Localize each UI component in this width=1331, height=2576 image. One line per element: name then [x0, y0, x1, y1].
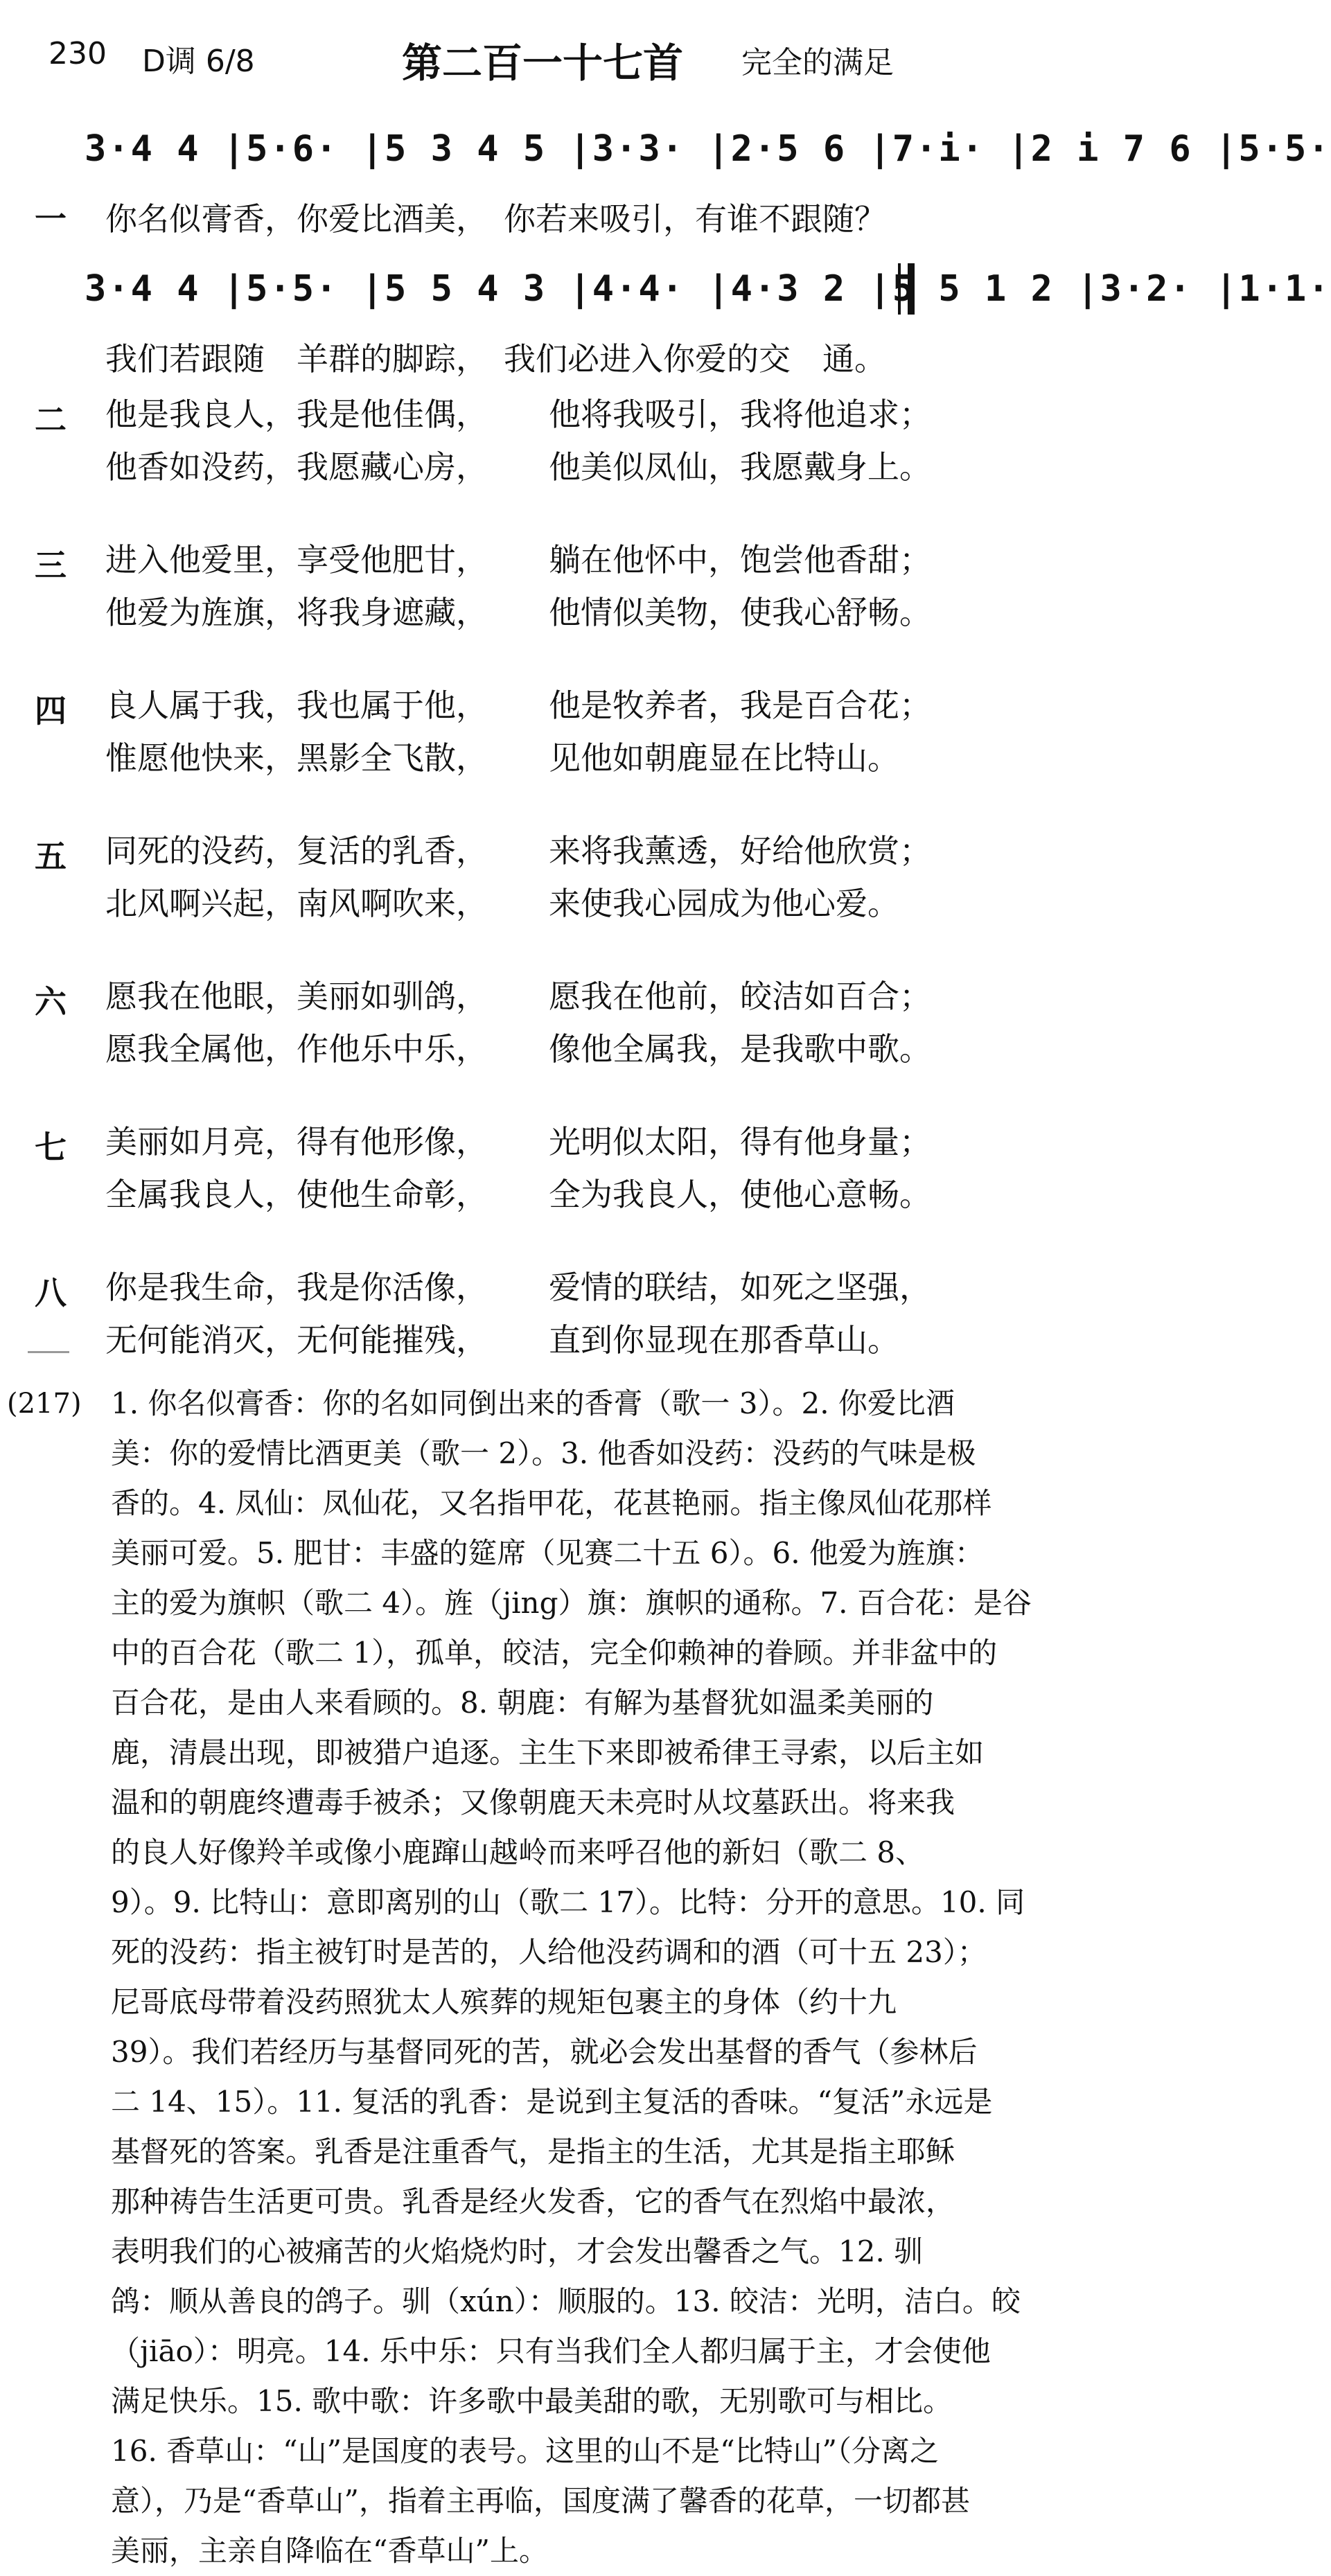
page-header — [28, 28, 928, 87]
verse-line-text: 他爱为旌旗，将我身遮藏， — [105, 594, 488, 631]
verse-line-text: 来使我心园成为他心爱。 — [549, 885, 899, 922]
footnote-tag: (217) — [7, 1388, 82, 1420]
verse-line-text: 来将我薰透，好给他欣赏； — [549, 832, 931, 870]
footnote-line: （jiāo）：明亮。14. 乐中乐：只有当我们全人都归属于主，才会使他 — [111, 2334, 991, 2368]
verse-line-text: 爱情的联结，如死之坚强， — [549, 1269, 931, 1306]
verse-line-text: 愿我在他前，皎洁如百合； — [549, 978, 931, 1015]
verse-line — [105, 1261, 931, 1314]
lyric-line-2 — [28, 327, 928, 391]
footnote-line: 意），乃是“香草山”，指着主再临，国度满了馨香的花草，一切都甚 — [111, 2484, 970, 2518]
footnotes — [7, 1379, 1032, 2576]
verse-line-text: 愿我全属他，作他乐中乐， — [105, 1030, 488, 1068]
verse-line — [105, 1023, 931, 1075]
hymn-subtitle: 完全的满足 — [741, 45, 894, 80]
verse — [28, 388, 931, 533]
footnote-line: 表明我们的心被痛苦的火焰烧灼时，才会发出馨香之气。12. 驯 — [111, 2234, 924, 2268]
footnote-line: 中的百合花（歌二 1），孤单，皎洁，完全仰赖神的眷顾。并非盆中的 — [111, 1636, 998, 1670]
section-divider — [28, 1351, 69, 1353]
verse — [28, 533, 931, 679]
verse-line — [105, 679, 931, 732]
verse-line-text: 他香如没药，我愿藏心房， — [105, 448, 488, 486]
verse-line-text: 无何能消灭，无何能摧残， — [105, 1321, 488, 1359]
footnote-line: 16. 香草山：“山”是国度的表号。这里的山不是“比特山”（分离之 — [111, 2434, 940, 2468]
verses — [28, 388, 931, 1406]
verse-line — [105, 441, 931, 493]
verse-line — [105, 1168, 931, 1221]
footnote-line: 39）。我们若经历与基督同死的苦，就必会发出基督的香气（参林后 — [111, 2035, 978, 2069]
verse-line-text: 北风啊兴起，南风啊吹来， — [105, 885, 488, 922]
footnote-line: 二 14、15）。11. 复活的乳香：是说到主复活的香味。“复活”永远是 — [111, 2085, 993, 2119]
verse-line-text: 惟愿他快来，黑影全飞散， — [105, 739, 488, 777]
verse-line-text: 同死的没药，复活的乳香， — [105, 832, 488, 870]
footnote-line: 那种祷告生活更可贵。乳香是经火发香，它的香气在烈焰中最浓， — [111, 2185, 955, 2218]
verse-number: 四 — [35, 692, 67, 730]
footnote-line: 美丽，主亲自降临在“香草山”上。 — [111, 2534, 548, 2568]
verse-line-text: 他情似美物，使我心舒畅。 — [549, 594, 931, 631]
verse-number: 三 — [35, 547, 67, 584]
verse-line-text: 像他全属我，是我歌中歌。 — [549, 1030, 931, 1068]
verse-number: 六 — [35, 983, 67, 1021]
verse — [28, 970, 931, 1115]
verse — [28, 1115, 931, 1261]
verse-number: 八 — [35, 1274, 67, 1312]
verse — [28, 824, 931, 970]
verse-line-text: 美丽如月亮，得有他形像， — [105, 1123, 488, 1161]
verse-line — [105, 388, 931, 441]
footnote-line: 的良人好像羚羊或像小鹿蹿山越岭而来呼召他的新妇（歌二 8、 — [111, 1835, 925, 1869]
lyric-text-1: 你名似膏香，你爱比酒美， 你若来吸引，有谁不跟随？ — [105, 200, 886, 238]
verse-line — [105, 970, 931, 1023]
footnote-line: 温和的朝鹿终遭毒手被杀；又像朝鹿天未亮时从坟墓跃出。将来我 — [111, 1785, 955, 1819]
verse-line-text: 见他如朝鹿显在比特山。 — [549, 739, 899, 777]
verse-line — [105, 586, 931, 639]
footnote-line: 9）。9. 比特山：意即离别的山（歌二 17）。比特：分开的意思。10. 同 — [111, 1885, 1025, 1919]
footnote-line: 主的爱为旗帜（歌二 4）。旌（jing）旗：旗帜的通称。7. 百合花：是谷 — [111, 1586, 1032, 1620]
music-score — [28, 111, 1331, 391]
verse-line — [105, 732, 899, 784]
verse-line-text: 直到你显现在那香草山。 — [549, 1321, 899, 1359]
verse-line-text: 进入他爱里，享受他肥甘， — [105, 541, 488, 579]
verse-number: 五 — [35, 838, 67, 875]
lyric-line-1 — [28, 187, 928, 251]
footnote-line: 满足快乐。15. 歌中歌：许多歌中最美甜的歌，无别歌可与相比。 — [111, 2384, 953, 2418]
verse — [28, 679, 931, 824]
footnote-line: 死的没药：指主被钉时是苦的，人给他没药调和的酒（可十五 23）； — [111, 1935, 987, 1969]
verse-line — [105, 824, 931, 877]
footnote-line: 鸽：顺从善良的鸽子。驯（xún）：顺服的。13. 皎洁：光明，洁白。皎 — [111, 2284, 1021, 2318]
page-number: 230 — [49, 36, 107, 71]
verse-line-text: 良人属于我，我也属于他， — [105, 687, 488, 724]
verse-line — [105, 1115, 931, 1168]
verse-line-text: 他将我吸引，我将他追求； — [549, 396, 931, 433]
verse-line-text: 你是我生命，我是你活像， — [105, 1269, 488, 1306]
verse-line — [105, 877, 899, 930]
verse-line-text: 他是我良人，我是他佳偶， — [105, 396, 488, 433]
notation-line-2 — [28, 251, 1331, 327]
verse-line-text: 全为我良人，使他心意畅。 — [549, 1176, 931, 1213]
verse-line — [105, 1314, 899, 1366]
verse-line-text: 全属我良人，使他生命彰， — [105, 1176, 488, 1213]
notation-text-2: 3·4 4 |5·5· |5 5 4 3 |4·4· |4·3 2 |5 5 1 2 |3·2· |1·1· — [85, 268, 1331, 310]
verse-number: 一 — [35, 200, 67, 238]
verse-line-text: 他美似凤仙，我愿戴身上。 — [549, 448, 931, 486]
verse-line — [105, 533, 931, 586]
footnote-line: 百合花，是由人来看顾的。8. 朝鹿：有解为基督犹如温柔美丽的 — [111, 1686, 934, 1720]
footnote-line: 美：你的爱情比酒更美（歌一 2）。3. 他香如没药：没药的气味是极 — [111, 1436, 976, 1470]
notation-text-1: 3·4 4 |5·6· |5 3 4 5 |3·3· |2·5 6 |7·i· |2 i 7 6 |5·5· — [85, 128, 1331, 170]
verse-number: 二 — [35, 401, 67, 439]
verse-line-text: 愿我在他眼，美丽如驯鸽， — [105, 978, 488, 1015]
verse-line-text: 他是牧养者，我是百合花； — [549, 687, 931, 724]
footnote-line: 香的。4. 凤仙：凤仙花，又名指甲花，花甚艳丽。指主像凤仙花那样 — [111, 1486, 992, 1520]
lyric-text-2: 我们若跟随 羊群的脚踪， 我们必进入你爱的交 通。 — [105, 340, 886, 378]
key-signature: D调 6/8 — [142, 44, 255, 79]
hymn-title: 第二百一十七首 — [402, 39, 684, 87]
final-barline — [898, 263, 915, 315]
verse-number: 七 — [35, 1129, 67, 1166]
footnote-line: 尼哥底母带着没药照犹太人殡葬的规矩包裹主的身体（约十九 — [111, 1985, 897, 2019]
verse-line-text: 躺在他怀中，饱尝他香甜； — [549, 541, 931, 579]
footnote-line: 1. 你名似膏香：你的名如同倒出来的香膏（歌一 3）。2. 你爱比酒 — [111, 1386, 955, 1420]
footnote-line: 基督死的答案。乳香是注重香气，是指主的生活，尤其是指主耶稣 — [111, 2135, 955, 2169]
verse-line-text: 光明似太阳，得有他身量； — [549, 1123, 931, 1161]
footnote-line: 鹿，清晨出现，即被猎户追逐。主生下来即被希律王寻索，以后主如 — [111, 1736, 985, 1770]
footnote-line: 美丽可爱。5. 肥甘：丰盛的筵席（见赛二十五 6）。6. 他爱为旌旗： — [111, 1536, 984, 1570]
notation-line-1 — [28, 111, 1331, 187]
